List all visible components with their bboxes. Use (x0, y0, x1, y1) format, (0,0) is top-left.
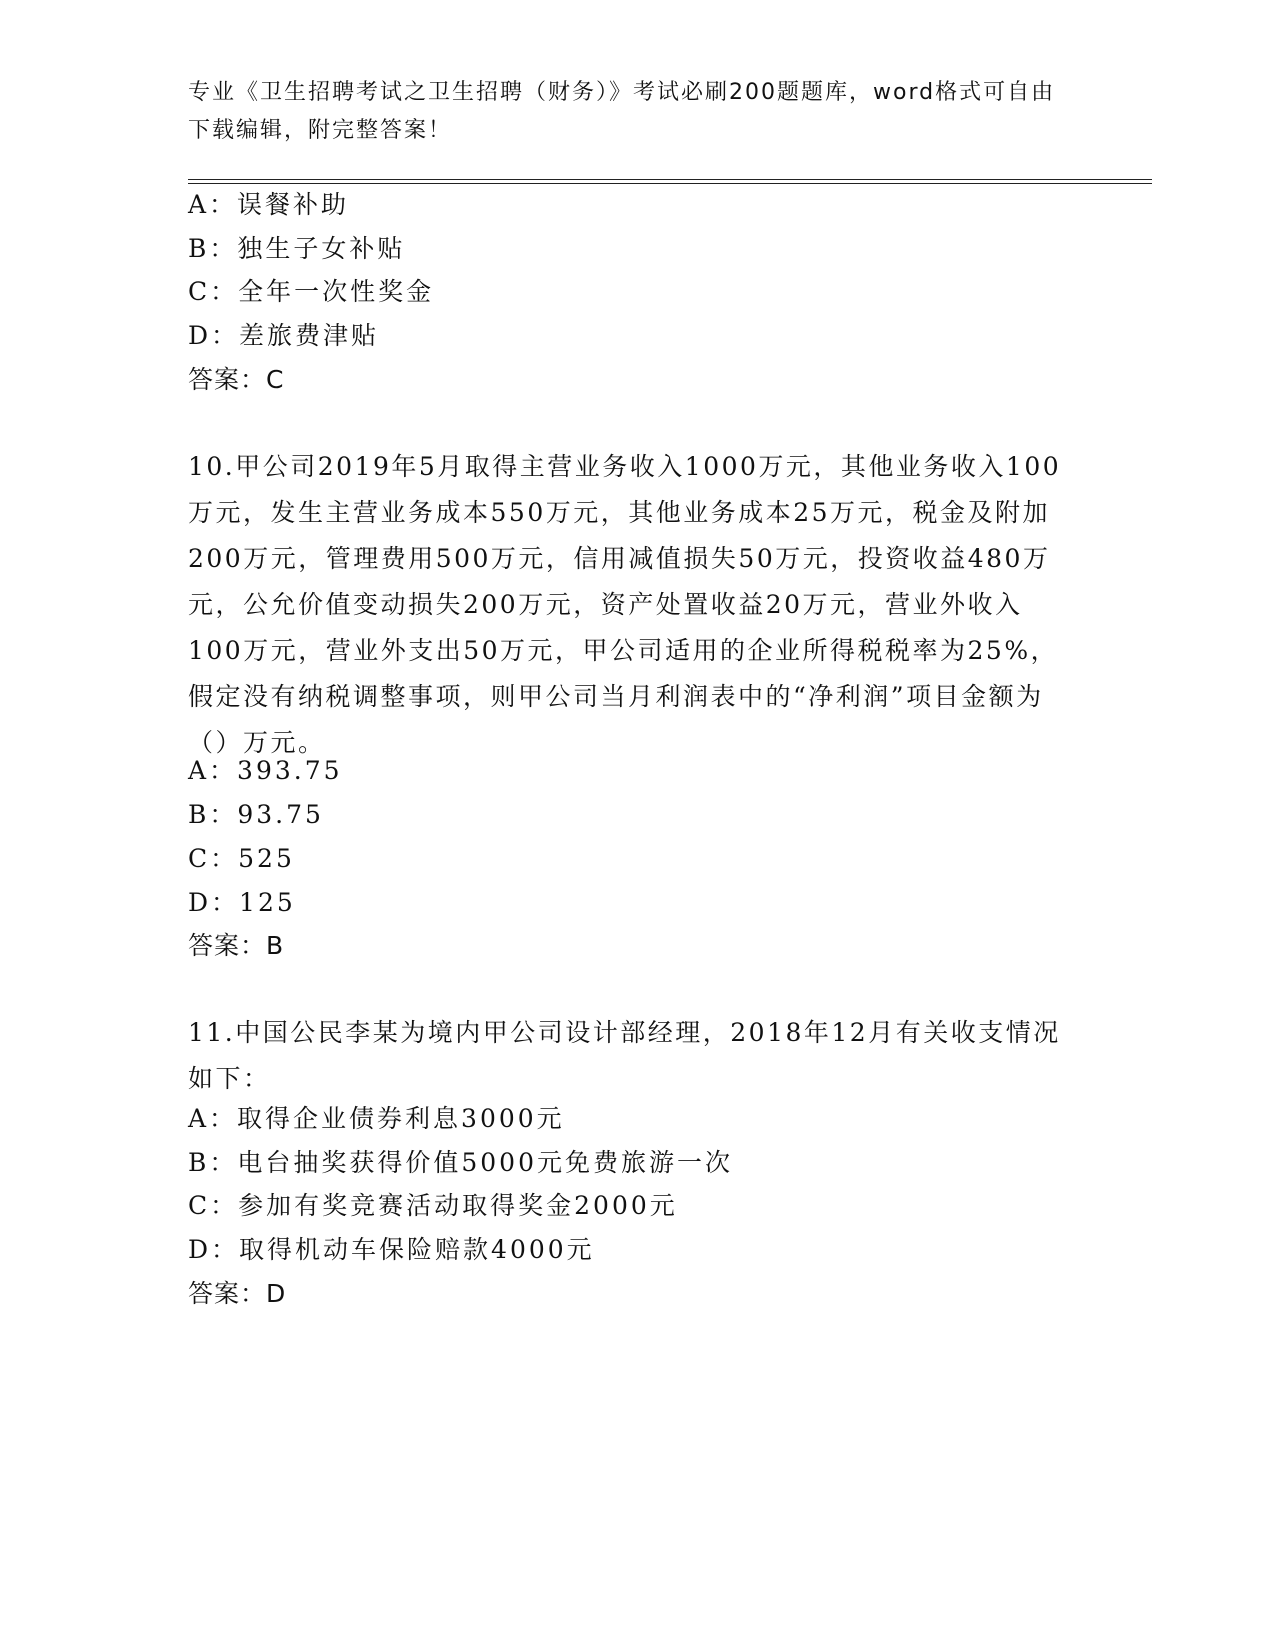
q10-option-c: C：525 (188, 844, 295, 873)
q11-option-a: A：取得企业债券利息3000元 (188, 1104, 565, 1133)
q10-answer: 答案：B (188, 931, 285, 960)
q11-option-c: C：参加有奖竞赛活动取得奖金2000元 (188, 1191, 678, 1220)
q9-answer: 答案：C (188, 365, 285, 394)
q10-option-d: D：125 (188, 888, 296, 917)
document-header: 专业《卫生招聘考试之卫生招聘（财务）》考试必刷200题题库，word格式可自由下载编辑，附完整答案！ (188, 80, 1056, 143)
header-divider-top (188, 179, 1152, 180)
q10-option-a: A：393.75 (188, 756, 343, 785)
q11-stem: 11.中国公民李某为境内甲公司设计部经理，2018年12月有关收支情况如下： (188, 1018, 1061, 1093)
q11-option-b: B：电台抽奖获得价值5000元免费旅游一次 (188, 1148, 733, 1177)
q9-option-d: D：差旅费津贴 (188, 321, 380, 350)
q9-option-a: A：误餐补助 (188, 190, 350, 219)
header-divider-bottom (188, 183, 1152, 184)
q9-option-c: C：全年一次性奖金 (188, 277, 435, 306)
q11-option-d: D：取得机动车保险赔款4000元 (188, 1235, 595, 1264)
q9-option-b: B：独生子女补贴 (188, 234, 406, 263)
q10-option-b: B：93.75 (188, 800, 324, 829)
q11-answer: 答案：D (188, 1279, 287, 1308)
q10-stem: 10.甲公司2019年5月取得主营业务收入1000万元，其他业务收入100万元，发生主营业务成本550万元，其他业务成本25万元，税金及附加200万元，管理费用500万元，信用减值损失50万元，投资收益480万元，公允价值变动损失200万元，资产处置收益20万元，营业外收入100万元，营业外支出50万元，甲公司适用的企业所得税税率为25%，假定没有纳税调整事项，则甲公司当月利润表中的“净利润”项目金额为（）万元。 (188, 452, 1062, 757)
